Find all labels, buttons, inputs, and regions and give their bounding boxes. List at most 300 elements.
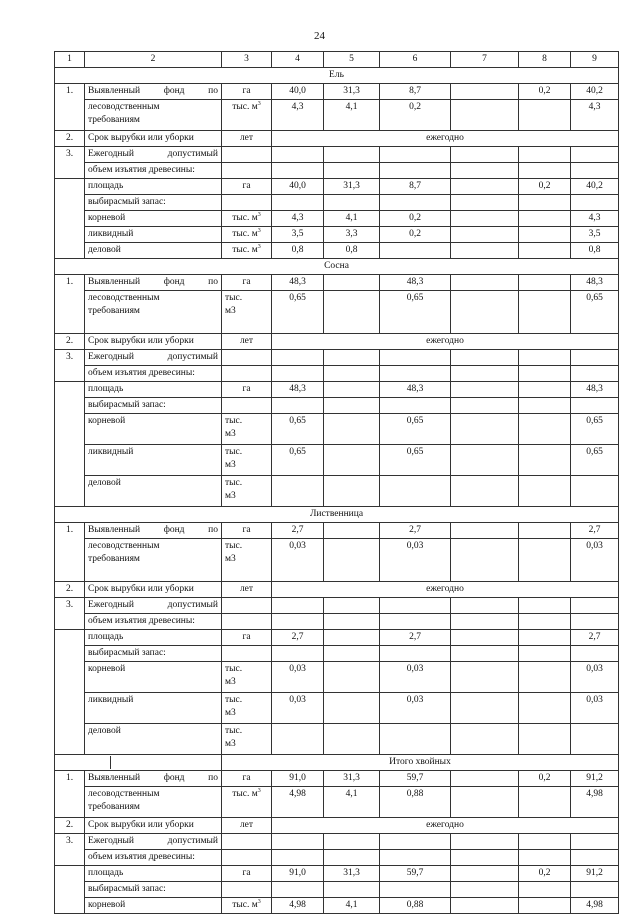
unit-superscript: 3 bbox=[257, 100, 261, 107]
empty-cell bbox=[451, 834, 519, 850]
row-number: 1. bbox=[55, 275, 85, 334]
unit-text: тыс. bbox=[225, 695, 243, 705]
empty-cell bbox=[272, 147, 324, 163]
empty-cell bbox=[380, 398, 451, 414]
value-cell bbox=[519, 445, 571, 476]
table-row bbox=[55, 195, 619, 211]
row-number: 2. bbox=[55, 582, 85, 598]
row-label: деловой bbox=[85, 243, 222, 259]
row-label: объем изъятия древесины: bbox=[85, 614, 222, 630]
unit-text: м3 bbox=[225, 460, 236, 470]
unit-text: тыс. м bbox=[232, 900, 258, 910]
unit-cell: га bbox=[222, 179, 272, 195]
empty-cell bbox=[451, 598, 519, 614]
value-cell bbox=[451, 476, 519, 507]
unit-cell: лет bbox=[222, 818, 272, 834]
value-cell: 0,65 bbox=[380, 414, 451, 445]
row-number: 3. bbox=[55, 834, 85, 866]
empty-cell bbox=[571, 398, 619, 414]
value-cell bbox=[519, 275, 571, 291]
row-label: ликвидный bbox=[85, 227, 222, 243]
unit-text: тыс. bbox=[225, 416, 243, 426]
unit-cell: лет bbox=[222, 334, 272, 350]
table-row bbox=[55, 614, 619, 630]
empty-cell bbox=[380, 147, 451, 163]
empty-cell bbox=[222, 646, 272, 662]
value-cell bbox=[324, 523, 380, 539]
table-row bbox=[55, 334, 619, 350]
empty-cell bbox=[380, 598, 451, 614]
unit-cell bbox=[222, 787, 272, 818]
value-cell bbox=[519, 382, 571, 398]
empty-cell bbox=[222, 163, 272, 179]
section-title-row bbox=[55, 755, 619, 771]
value-cell bbox=[519, 291, 571, 334]
row-number: 2. bbox=[55, 818, 85, 834]
section-title: Лиственница bbox=[55, 507, 619, 523]
value-cell bbox=[519, 724, 571, 755]
term-value: ежегодно bbox=[272, 582, 619, 598]
value-cell: 2,7 bbox=[571, 630, 619, 646]
empty-cell bbox=[519, 398, 571, 414]
value-cell bbox=[519, 100, 571, 131]
empty-cell bbox=[272, 350, 324, 366]
value-cell: 40,0 bbox=[272, 84, 324, 100]
section-title-row bbox=[55, 507, 619, 523]
row-number: 3. bbox=[55, 350, 85, 382]
label-line: лесоводственным bbox=[88, 102, 160, 112]
unit-text: м3 bbox=[225, 708, 236, 718]
value-cell: 4,1 bbox=[324, 211, 380, 227]
empty-cell bbox=[324, 614, 380, 630]
value-cell bbox=[519, 662, 571, 693]
unit-cell bbox=[222, 211, 272, 227]
empty-cell bbox=[451, 882, 519, 898]
value-cell: 0,03 bbox=[571, 662, 619, 693]
unit-cell bbox=[222, 227, 272, 243]
table-row bbox=[55, 646, 619, 662]
value-cell: 0,65 bbox=[380, 445, 451, 476]
empty-cell bbox=[380, 366, 451, 382]
empty-cell bbox=[222, 350, 272, 366]
row-number: 2. bbox=[55, 334, 85, 350]
empty-cell bbox=[272, 850, 324, 866]
value-cell bbox=[324, 724, 380, 755]
value-cell: 0,88 bbox=[380, 787, 451, 818]
unit-text: м3 bbox=[225, 554, 236, 564]
value-cell bbox=[324, 382, 380, 398]
table-row bbox=[55, 350, 619, 366]
table-row bbox=[55, 179, 619, 195]
row-label: корневой bbox=[85, 898, 222, 914]
value-cell bbox=[451, 211, 519, 227]
value-cell: 0,65 bbox=[380, 291, 451, 334]
value-cell bbox=[324, 630, 380, 646]
empty-cell bbox=[324, 398, 380, 414]
empty-cell bbox=[451, 147, 519, 163]
value-cell bbox=[380, 476, 451, 507]
empty-cell bbox=[324, 350, 380, 366]
empty-cell bbox=[222, 850, 272, 866]
value-cell bbox=[451, 898, 519, 914]
value-cell: 91,2 bbox=[571, 771, 619, 787]
value-cell: 0,65 bbox=[272, 445, 324, 476]
empty-cell bbox=[380, 614, 451, 630]
value-cell bbox=[451, 227, 519, 243]
unit-cell: га bbox=[222, 630, 272, 646]
row-label: Срок вырубки или уборки bbox=[85, 582, 222, 598]
unit-cell bbox=[222, 476, 272, 507]
empty-cell bbox=[272, 834, 324, 850]
unit-superscript: 3 bbox=[257, 227, 261, 234]
page-number: 24 bbox=[314, 30, 325, 42]
empty-cell bbox=[324, 850, 380, 866]
table-row bbox=[55, 147, 619, 163]
section-title: Сосна bbox=[55, 259, 619, 275]
empty-cell bbox=[571, 850, 619, 866]
value-cell bbox=[324, 414, 380, 445]
unit-cell: лет bbox=[222, 582, 272, 598]
empty-cell bbox=[55, 382, 85, 507]
unit-cell bbox=[222, 724, 272, 755]
table-row bbox=[55, 662, 619, 693]
empty-cell bbox=[380, 850, 451, 866]
value-cell: 91,0 bbox=[272, 866, 324, 882]
value-cell bbox=[324, 291, 380, 334]
value-cell: 0,03 bbox=[380, 539, 451, 582]
value-cell bbox=[451, 84, 519, 100]
value-cell bbox=[451, 771, 519, 787]
empty-cell bbox=[571, 163, 619, 179]
value-cell: 31,3 bbox=[324, 866, 380, 882]
value-cell: 0,88 bbox=[380, 898, 451, 914]
value-cell: 0,03 bbox=[571, 693, 619, 724]
unit-superscript: 3 bbox=[257, 787, 261, 794]
unit-cell bbox=[222, 414, 272, 445]
row-number: 3. bbox=[55, 147, 85, 179]
empty-cell bbox=[519, 882, 571, 898]
table-row bbox=[55, 582, 619, 598]
unit-text: тыс. м bbox=[232, 102, 258, 112]
empty-cell bbox=[519, 834, 571, 850]
value-cell: 0,2 bbox=[519, 866, 571, 882]
value-cell: 0,03 bbox=[571, 539, 619, 582]
value-cell: 0,8 bbox=[272, 243, 324, 259]
row-label: Ежегодный допустимый bbox=[85, 350, 222, 366]
value-cell: 3,5 bbox=[571, 227, 619, 243]
value-cell: 48,3 bbox=[571, 382, 619, 398]
unit-superscript: 3 bbox=[257, 243, 261, 250]
value-cell: 3,3 bbox=[324, 227, 380, 243]
unit-text: тыс. bbox=[225, 726, 243, 736]
unit-cell: га bbox=[222, 866, 272, 882]
empty-cell bbox=[324, 147, 380, 163]
row-label: Срок вырубки или уборки bbox=[85, 131, 222, 147]
empty-cell bbox=[55, 179, 85, 259]
empty-cell bbox=[380, 834, 451, 850]
value-cell: 0,2 bbox=[519, 179, 571, 195]
row-label: выбирасмый запас: bbox=[85, 646, 222, 662]
row-label: площадь bbox=[85, 382, 222, 398]
table-row bbox=[55, 476, 619, 507]
value-cell: 48,3 bbox=[571, 275, 619, 291]
value-cell: 2,7 bbox=[380, 630, 451, 646]
term-value: ежегодно bbox=[272, 131, 619, 147]
value-cell: 4,1 bbox=[324, 100, 380, 131]
label-line: лесоводственным bbox=[88, 789, 160, 799]
row-label: площадь bbox=[85, 866, 222, 882]
value-cell bbox=[519, 211, 571, 227]
column-header: 7 bbox=[451, 52, 519, 68]
value-cell bbox=[451, 539, 519, 582]
value-cell bbox=[451, 179, 519, 195]
value-cell: 4,3 bbox=[272, 211, 324, 227]
row-label: Выявленный фонд по bbox=[85, 84, 222, 100]
label-line: требованиям bbox=[88, 115, 140, 125]
term-value: ежегодно bbox=[272, 818, 619, 834]
row-label: объем изъятия древесины: bbox=[85, 163, 222, 179]
empty-cell bbox=[451, 850, 519, 866]
column-header: 9 bbox=[571, 52, 619, 68]
value-cell: 3,5 bbox=[272, 227, 324, 243]
empty-cell bbox=[222, 882, 272, 898]
empty-cell bbox=[451, 614, 519, 630]
table-row bbox=[55, 771, 619, 787]
row-label: Ежегодный допустимый bbox=[85, 598, 222, 614]
unit-text: тыс. bbox=[225, 664, 243, 674]
value-cell bbox=[324, 445, 380, 476]
unit-text: м3 bbox=[225, 491, 236, 501]
value-cell: 0,2 bbox=[380, 227, 451, 243]
value-cell bbox=[451, 866, 519, 882]
value-cell: 48,3 bbox=[272, 275, 324, 291]
value-cell: 31,3 bbox=[324, 84, 380, 100]
value-cell: 48,3 bbox=[380, 275, 451, 291]
value-cell: 2,7 bbox=[571, 523, 619, 539]
unit-text: тыс. bbox=[225, 293, 243, 303]
empty-cell bbox=[55, 630, 85, 755]
value-cell: 0,8 bbox=[571, 243, 619, 259]
value-cell: 0,03 bbox=[380, 662, 451, 693]
value-cell: 0,65 bbox=[571, 445, 619, 476]
term-value: ежегодно bbox=[272, 334, 619, 350]
row-label: выбирасмый запас: bbox=[85, 195, 222, 211]
value-cell bbox=[451, 100, 519, 131]
empty-cell bbox=[571, 147, 619, 163]
column-header: 3 bbox=[222, 52, 272, 68]
row-number: 1. bbox=[55, 523, 85, 582]
empty-cell bbox=[451, 366, 519, 382]
value-cell bbox=[519, 693, 571, 724]
value-cell: 0,65 bbox=[571, 414, 619, 445]
empty-cell bbox=[324, 598, 380, 614]
unit-cell bbox=[222, 243, 272, 259]
value-cell bbox=[519, 787, 571, 818]
table-row bbox=[55, 291, 619, 334]
value-cell: 0,8 bbox=[324, 243, 380, 259]
empty-cell bbox=[222, 195, 272, 211]
forest-fund-table bbox=[54, 51, 619, 914]
empty-cell bbox=[324, 882, 380, 898]
empty-cell bbox=[519, 614, 571, 630]
value-cell: 91,0 bbox=[272, 771, 324, 787]
row-label: ликвидный bbox=[85, 693, 222, 724]
empty-cell bbox=[222, 834, 272, 850]
value-cell: 8,7 bbox=[380, 179, 451, 195]
value-cell: 2,7 bbox=[272, 630, 324, 646]
unit-cell bbox=[222, 898, 272, 914]
empty-cell bbox=[519, 350, 571, 366]
table-row bbox=[55, 866, 619, 882]
value-cell bbox=[272, 724, 324, 755]
row-number: 3. bbox=[55, 598, 85, 630]
empty-cell bbox=[519, 163, 571, 179]
value-cell: 0,2 bbox=[380, 211, 451, 227]
empty-cell bbox=[324, 195, 380, 211]
unit-cell: га bbox=[222, 84, 272, 100]
table-row bbox=[55, 834, 619, 850]
value-cell: 59,7 bbox=[380, 866, 451, 882]
row-label: ликвидный bbox=[85, 445, 222, 476]
empty-cell bbox=[272, 163, 324, 179]
value-cell bbox=[519, 898, 571, 914]
value-cell bbox=[451, 382, 519, 398]
unit-text: тыс. bbox=[225, 478, 243, 488]
value-cell bbox=[451, 787, 519, 818]
row-label: Выявленный фонд по bbox=[85, 275, 222, 291]
section-title-row bbox=[55, 259, 619, 275]
value-cell: 48,3 bbox=[380, 382, 451, 398]
value-cell: 0,65 bbox=[272, 291, 324, 334]
table-row bbox=[55, 414, 619, 445]
empty-cell bbox=[324, 646, 380, 662]
value-cell: 0,65 bbox=[272, 414, 324, 445]
value-cell bbox=[451, 693, 519, 724]
value-cell: 4,1 bbox=[324, 898, 380, 914]
row-label: Выявленный фонд по bbox=[85, 523, 222, 539]
table-row bbox=[55, 382, 619, 398]
unit-superscript: 3 bbox=[257, 898, 261, 905]
row-label bbox=[85, 539, 222, 582]
unit-cell bbox=[222, 539, 272, 582]
value-cell: 2,7 bbox=[380, 523, 451, 539]
value-cell: 0,03 bbox=[380, 693, 451, 724]
unit-text: тыс. м bbox=[232, 213, 258, 223]
unit-cell bbox=[222, 693, 272, 724]
row-label: Срок вырубки или уборки bbox=[85, 334, 222, 350]
row-label: площадь bbox=[85, 630, 222, 646]
value-cell: 4,98 bbox=[272, 898, 324, 914]
value-cell: 0,2 bbox=[380, 100, 451, 131]
empty-cell bbox=[222, 147, 272, 163]
empty-cell bbox=[380, 646, 451, 662]
unit-text: тыс. м bbox=[232, 245, 258, 255]
label-line: лесоводственным bbox=[88, 541, 160, 551]
table-row bbox=[55, 227, 619, 243]
column-header: 5 bbox=[324, 52, 380, 68]
empty-cell bbox=[272, 598, 324, 614]
value-cell bbox=[519, 476, 571, 507]
value-cell: 2,7 bbox=[272, 523, 324, 539]
table-row bbox=[55, 398, 619, 414]
value-cell bbox=[324, 662, 380, 693]
value-cell bbox=[451, 523, 519, 539]
empty-cell bbox=[571, 195, 619, 211]
empty-cell bbox=[380, 350, 451, 366]
empty-cell bbox=[451, 646, 519, 662]
value-cell: 0,2 bbox=[519, 771, 571, 787]
value-cell: 4,98 bbox=[571, 898, 619, 914]
column-header: 6 bbox=[380, 52, 451, 68]
value-cell: 4,98 bbox=[272, 787, 324, 818]
value-cell bbox=[324, 275, 380, 291]
empty-cell bbox=[272, 882, 324, 898]
unit-cell bbox=[222, 291, 272, 334]
unit-cell: га bbox=[222, 382, 272, 398]
value-cell: 8,7 bbox=[380, 84, 451, 100]
empty-cell bbox=[324, 834, 380, 850]
table-row bbox=[55, 724, 619, 755]
unit-superscript: 3 bbox=[257, 211, 261, 218]
empty-cell bbox=[519, 366, 571, 382]
empty-cell bbox=[272, 614, 324, 630]
value-cell: 31,3 bbox=[324, 771, 380, 787]
empty-cell bbox=[571, 366, 619, 382]
unit-cell bbox=[222, 662, 272, 693]
table-row bbox=[55, 84, 619, 100]
empty-cell bbox=[272, 646, 324, 662]
row-number: 2. bbox=[55, 131, 85, 147]
value-cell: 0,03 bbox=[272, 539, 324, 582]
empty-cell bbox=[519, 646, 571, 662]
unit-text: тыс. bbox=[225, 541, 243, 551]
unit-text: м3 bbox=[225, 306, 236, 316]
row-number: 1. bbox=[55, 84, 85, 131]
value-cell bbox=[519, 539, 571, 582]
value-cell: 0,03 bbox=[272, 662, 324, 693]
value-cell bbox=[519, 243, 571, 259]
empty-cell bbox=[222, 614, 272, 630]
label-line: требованиям bbox=[88, 802, 140, 812]
value-cell bbox=[272, 476, 324, 507]
table-row bbox=[55, 163, 619, 179]
label-line: лесоводственным bbox=[88, 293, 160, 303]
value-cell bbox=[451, 445, 519, 476]
row-label: корневой bbox=[85, 662, 222, 693]
unit-cell bbox=[222, 100, 272, 131]
table-row bbox=[55, 898, 619, 914]
table-row bbox=[55, 523, 619, 539]
value-cell bbox=[519, 523, 571, 539]
table-row bbox=[55, 100, 619, 131]
empty-cell bbox=[519, 147, 571, 163]
value-cell: 91,2 bbox=[571, 866, 619, 882]
empty-cell bbox=[222, 398, 272, 414]
value-cell bbox=[519, 227, 571, 243]
unit-cell: лет bbox=[222, 131, 272, 147]
row-label: Ежегодный допустимый bbox=[85, 834, 222, 850]
table-row bbox=[55, 366, 619, 382]
value-cell: 4,3 bbox=[571, 211, 619, 227]
value-cell: 4,3 bbox=[272, 100, 324, 131]
empty-cell bbox=[571, 646, 619, 662]
unit-cell: га bbox=[222, 771, 272, 787]
empty-cell bbox=[519, 850, 571, 866]
value-cell bbox=[324, 693, 380, 724]
row-label: Выявленный фонд по bbox=[85, 771, 222, 787]
table-row bbox=[55, 445, 619, 476]
empty-cell bbox=[272, 195, 324, 211]
